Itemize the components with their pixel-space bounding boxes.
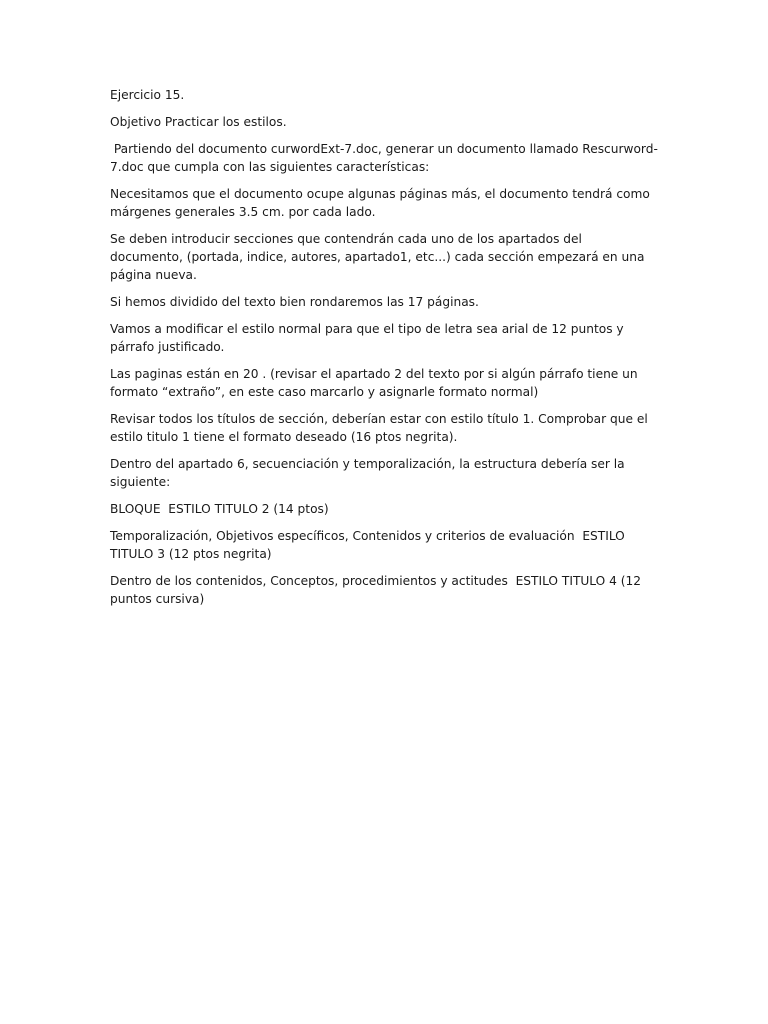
structure-paragraph: Dentro del apartado 6, secuenciación y temporalización, la estructura debería ser la siguiente: [110,457,629,489]
objective-paragraph: Objetivo Practicar los estilos. [110,115,287,129]
pages-paragraph: Si hemos dividido del texto bien rondaremos las 17 páginas. [110,295,479,309]
titulo4-style-paragraph: Dentro de los contenidos, Conceptos, procedimientos y actitudes ESTILO TITULO 4 (12 puntos cursiva) [110,574,645,606]
document-body [110,86,658,617]
exercise-title: Ejercicio 15. [110,88,185,102]
page-count-paragraph: Las paginas están en 20 . (revisar el apartado 2 del texto por si algún párrafo tiene un formato “extraño”, en este caso marcarlo y asignarle formato normal) [110,367,642,399]
bloque-style-paragraph: BLOQUE ESTILO TITULO 2 (14 ptos) [110,502,329,516]
margins-paragraph: Necesitamos que el documento ocupe algunas páginas más, el documento tendrá como márgenes generales 3.5 cm. por cada lado. [110,187,654,219]
instruction-paragraph: Partiendo del documento curwordExt-7.doc, generar un documento llamado Rescurword-7.doc que cumpla con las siguientes características: [110,142,658,174]
sections-paragraph: Se deben introducir secciones que contendrán cada uno de los apartados del documento, (portada, indice, autores, apartado1, etc...) cada sección empezará en una página nueva. [110,232,649,282]
normal-style-paragraph: Vamos a modificar el estilo normal para que el tipo de letra sea arial de 12 puntos y párrafo justificado. [110,322,628,354]
titulo3-style-paragraph: Temporalización, Objetivos específicos, Contenidos y criterios de evaluación ESTILO TITULO 3 (12 ptos negrita) [110,529,629,561]
section-titles-paragraph: Revisar todos los títulos de sección, deberían estar con estilo título 1. Comprobar que el estilo titulo 1 tiene el formato deseado (16 ptos negrita). [110,412,652,444]
